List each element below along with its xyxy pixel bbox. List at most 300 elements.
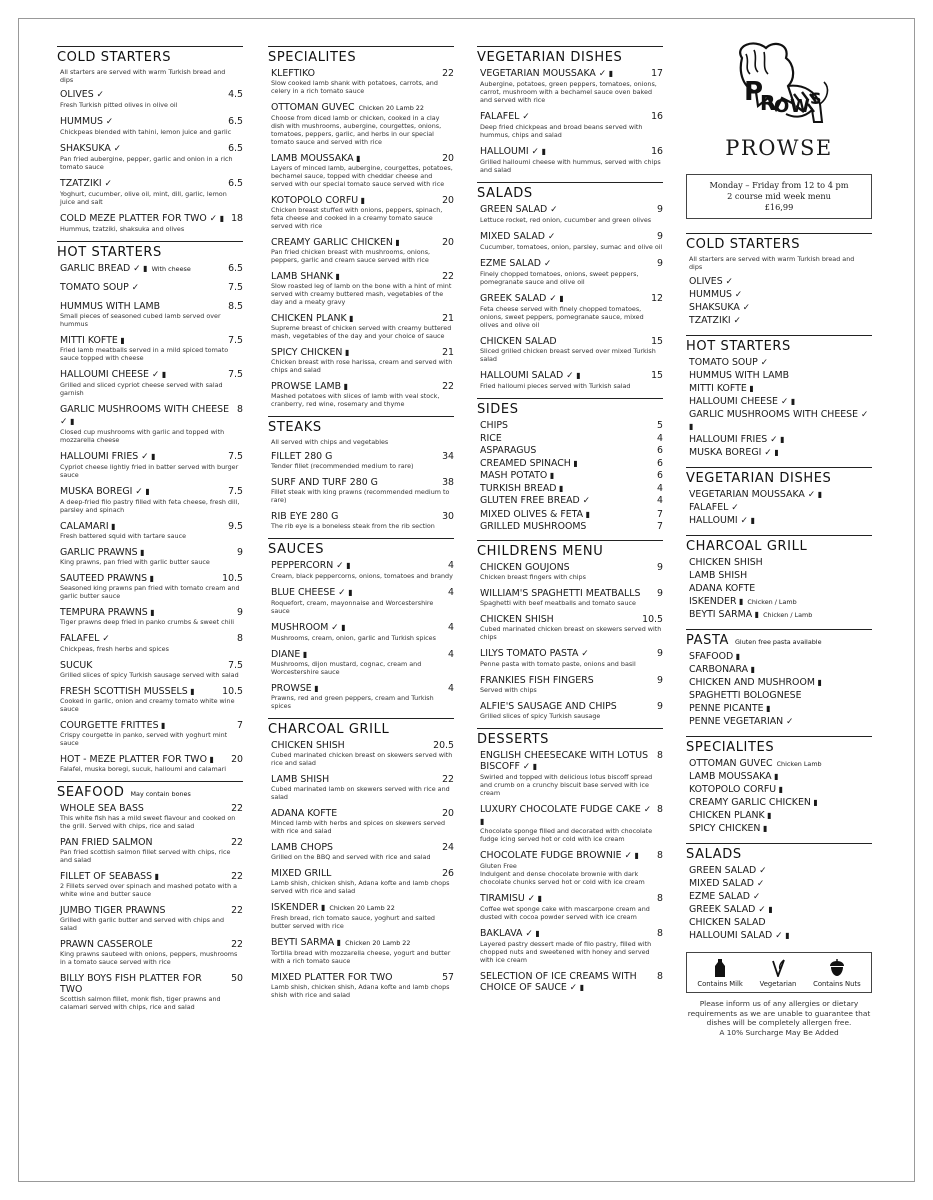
- item-price: 22: [231, 803, 243, 814]
- menu-item: [60, 404, 243, 444]
- menu-item: [689, 357, 872, 369]
- item-name-wrap: [271, 774, 442, 785]
- milk-icon: ▮: [748, 665, 756, 674]
- item-name-wrap: [271, 587, 448, 599]
- menu-item: [60, 754, 243, 773]
- menu-item: [60, 451, 243, 479]
- dietary-icons: [103, 116, 113, 127]
- vegetarian-icon: ✓: [110, 144, 122, 154]
- menu-item: [480, 458, 663, 469]
- section-title: [268, 538, 454, 557]
- milk-icon: ▮: [158, 721, 166, 730]
- menu-item: [689, 370, 872, 382]
- item-name: HALLOUMI: [480, 146, 529, 157]
- section-title: [477, 182, 663, 201]
- menu-item: [689, 583, 872, 595]
- menu-item: [271, 237, 454, 264]
- menu-item: [60, 547, 243, 566]
- item-price: 4: [448, 560, 454, 571]
- dietary-icons: [333, 560, 350, 571]
- acorn-icon: [829, 959, 845, 977]
- item-name: CREAMY GARLIC CHICKEN ▮: [689, 797, 818, 808]
- menu-item: [271, 937, 454, 965]
- item-extra: Chicken / Lamb: [763, 611, 813, 619]
- menu-item: [271, 477, 454, 504]
- item-name: MITTI KOFTE: [60, 335, 118, 346]
- dietary-icons: [596, 68, 613, 79]
- item-row: [60, 871, 243, 882]
- vegetarian-icon: ✓: [739, 303, 751, 313]
- item-description: Aubergine, potatoes, green peppers, tomatoes, onions, carrot, mushroom with a bechamel sauce oven baked and served with rice: [480, 80, 657, 104]
- item-description: Prawns, red and green peppers, cream and Turkish spices: [271, 694, 434, 710]
- dietary-icons: [132, 486, 149, 497]
- item-row: [271, 477, 454, 488]
- section-title: [686, 535, 872, 554]
- item-name: PRAWN CASSEROLE: [60, 939, 153, 950]
- item-name: KOTOPOLO CORFU ▮: [689, 784, 784, 795]
- item-name: EZME SALAD: [480, 258, 541, 269]
- item-name: JUMBO TIGER PRAWNS: [60, 905, 166, 916]
- item-row: [271, 560, 454, 572]
- menu-item: [271, 902, 454, 930]
- item-row: [60, 369, 243, 381]
- dietary-icons: [740, 302, 750, 313]
- item-name: HALLOUMI FRIES: [60, 451, 139, 462]
- section-title-text: SALADS: [477, 186, 533, 201]
- item-name-wrap: [480, 893, 657, 905]
- item-row: [480, 804, 663, 827]
- vegetarian-icon: ✓: [621, 851, 632, 861]
- section-title: [477, 398, 663, 417]
- milk-icon: ▮: [140, 264, 148, 273]
- menu-item: [689, 651, 872, 663]
- dietary-icons: [778, 396, 795, 407]
- menu-item: [480, 675, 663, 694]
- dietary-icons: [118, 335, 125, 346]
- menu-item: [689, 489, 872, 501]
- item-price: 34: [442, 451, 454, 462]
- item-name-wrap: [480, 146, 651, 158]
- milk-icon: ▮: [341, 382, 348, 391]
- item-name: SHAKSUKA: [60, 143, 111, 154]
- menu-section: [686, 335, 872, 459]
- section-title: [477, 540, 663, 559]
- menu-item: [480, 336, 663, 363]
- dietary-icons: [207, 754, 214, 765]
- item-price: 20: [442, 237, 454, 248]
- item-row: [480, 648, 663, 660]
- item-name: HOT - MEZE PLATTER FOR TWO: [60, 754, 207, 765]
- item-price: 7.5: [228, 335, 243, 346]
- item-row: [480, 562, 663, 573]
- milk-icon: ▮: [338, 623, 346, 632]
- item-row: [60, 905, 243, 916]
- vegetarian-icon: ✓: [804, 490, 816, 500]
- item-name: HUMMUS ✓: [689, 289, 743, 300]
- item-description: Fillet steak with king prawns (recommended medium to rare): [271, 488, 450, 504]
- menu-section: [686, 736, 872, 835]
- item-name-wrap: [60, 905, 231, 916]
- item-description: Tortilla bread with mozzarella cheese, yogurt and butter with a rich tomato sauce: [271, 949, 451, 965]
- item-description: Pan fried chicken breast with mushrooms, onions, peppers, garlic and cream sauce served with rice: [271, 248, 431, 264]
- dietary-icons: [760, 823, 767, 834]
- menu-item: [689, 409, 872, 433]
- milk-icon: ▮: [782, 931, 790, 940]
- item-price: 4: [657, 432, 663, 444]
- item-name-wrap: [60, 335, 228, 346]
- item-name-wrap: [271, 237, 442, 248]
- menu-item: [60, 335, 243, 362]
- item-row: [480, 370, 663, 382]
- allergy-notice: [686, 999, 872, 1037]
- section-title: [686, 467, 872, 486]
- dietary-icons: [188, 686, 195, 697]
- vegetarian-icon: ✓: [206, 214, 218, 224]
- item-name: FRANKIES FISH FINGERS: [480, 675, 594, 686]
- menu-item: [480, 293, 663, 329]
- menu-item: [271, 868, 454, 895]
- milk-icon: ▮: [343, 561, 351, 570]
- item-description: Fresh bread, rich tomato sauce, yoghurt and salted butter served with rice: [271, 914, 435, 930]
- vegetarian-icon: ✓: [566, 983, 578, 993]
- item-description: Supreme breast of chicken served with creamy buttered mash, vegetables of the day and your choice of sauce: [271, 324, 452, 340]
- item-description: Feta cheese served with finely chopped tomatoes, onions, sweet peppers, pomegranate sauce, mixed olives and olive oil: [480, 305, 644, 329]
- item-row: [271, 271, 454, 282]
- menu-item: [480, 258, 663, 286]
- item-row: [60, 178, 243, 190]
- item-name: GARLIC PRAWNS: [60, 547, 138, 558]
- vegetarian-icon: ✓: [546, 294, 557, 304]
- item-price: 22: [442, 774, 454, 785]
- offer-price: £16,99: [764, 202, 794, 212]
- milk-icon: ▮: [570, 458, 578, 468]
- item-row: [271, 774, 454, 785]
- menu-item: [689, 823, 872, 835]
- vegetarian-icon: ✓: [524, 894, 536, 904]
- menu-item: [689, 810, 872, 822]
- item-name: ADANA KOFTE: [689, 583, 756, 594]
- item-row: [271, 153, 454, 164]
- item-name-wrap: [271, 902, 454, 914]
- menu-section: [686, 233, 872, 327]
- item-row: [60, 282, 243, 294]
- dietary-icons: [130, 263, 147, 274]
- menu-section: [477, 398, 663, 532]
- item-name: PENNE PICANTE ▮: [689, 703, 771, 714]
- vegetarian-icon: ✓: [756, 866, 767, 876]
- vegetarian-icon: ✓: [772, 931, 783, 941]
- legend-nuts-label: Contains Nuts: [813, 980, 861, 988]
- item-description: Finely chopped tomatoes, onions, sweet peppers, pomegranate sauce and olive oil: [480, 270, 639, 286]
- item-name: ADANA KOFTE: [271, 808, 338, 819]
- menu-item: [60, 301, 243, 328]
- milk-icon: ▮: [206, 755, 214, 764]
- menu-item: [689, 758, 872, 770]
- milk-icon: ▮: [332, 272, 340, 281]
- menu-item: [480, 509, 663, 520]
- item-name: SHAKSUKA ✓: [689, 302, 751, 313]
- item-price: 4: [448, 622, 454, 633]
- item-name-wrap: [480, 68, 651, 80]
- legend-nuts: [813, 959, 861, 988]
- item-row: [60, 686, 243, 697]
- item-description: This white fish has a mild sweet flavour and cooked on the grill. Served with chips, rice and salad: [60, 814, 236, 830]
- menu-item: [689, 784, 872, 796]
- menu-item: [480, 850, 663, 886]
- menu-item: [689, 609, 872, 621]
- menu-item: [271, 102, 454, 146]
- menu-item: [689, 302, 872, 314]
- item-name: PENNE VEGETARIAN ✓: [689, 716, 794, 727]
- menu-item: [60, 89, 243, 109]
- item-description: Pan fried aubergine, pepper, garlic and onion in a rich tomato sauce: [60, 155, 233, 171]
- item-row: [60, 521, 243, 532]
- item-price: 4: [657, 482, 663, 494]
- milk-icon: ▮: [217, 214, 225, 223]
- item-name-wrap: [480, 804, 657, 827]
- item-name-wrap: [480, 258, 657, 270]
- item-name: CALAMARI: [60, 521, 109, 532]
- dietary-icons: [563, 370, 580, 381]
- dietary-icons: [520, 761, 537, 772]
- item-name: WHOLE SEA BASS: [60, 803, 144, 814]
- milk-icon: ▮: [108, 522, 116, 531]
- dietary-icons: [567, 982, 584, 993]
- item-description: Grilled on the BBQ and served with rice and salad: [271, 853, 431, 861]
- item-description: Grilled slices of spicy Turkish sausage served with salad: [60, 671, 239, 679]
- item-name-wrap: [480, 204, 657, 216]
- dietary-icons: [732, 289, 742, 300]
- milk-icon: ▮: [311, 684, 319, 693]
- menu-section: [477, 728, 663, 994]
- item-description: Mashed potatoes with slices of lamb with veal stock, cranberry, red wine, rosemary and thyme: [271, 392, 440, 408]
- item-name: HALLOUMI CHEESE ✓ ▮: [689, 396, 796, 407]
- item-price: 22: [231, 871, 243, 882]
- menu-item: [689, 703, 872, 715]
- menu-item: [271, 774, 454, 801]
- item-price: 8: [237, 404, 243, 415]
- item-name: LAMB MOUSSAKA ▮: [689, 771, 779, 782]
- item-name: GARLIC MUSHROOMS WITH CHEESE ✓ ▮: [689, 409, 869, 431]
- menu-item: [480, 370, 663, 390]
- item-name-wrap: [480, 971, 657, 994]
- milk-icon: ▮: [137, 548, 145, 557]
- item-name-wrap: [60, 369, 228, 381]
- dietary-icons: [102, 178, 112, 189]
- item-row: [271, 622, 454, 634]
- item-name: MIXED OLIVES & FETA ▮: [480, 508, 591, 520]
- menu-item: [60, 973, 243, 1011]
- milk-icon: ▮: [530, 762, 538, 771]
- menu-item: [480, 588, 663, 607]
- menu-item: [60, 143, 243, 171]
- item-description: Minced lamb with herbs and spices on skewers served with rice and salad: [271, 819, 446, 835]
- vegetarian-icon: ✓: [767, 435, 778, 445]
- item-price: 7: [237, 720, 243, 731]
- item-description: Grilled with garlic butter and served with chips and salad: [60, 916, 225, 932]
- item-name-wrap: [271, 347, 442, 358]
- dietary-icons: [758, 357, 768, 368]
- menu-item: [480, 470, 663, 481]
- item-row: [271, 587, 454, 599]
- dietary-icons: [519, 111, 529, 122]
- dietary-icons: [756, 865, 766, 876]
- item-description: Layered pastry dessert made of filo pastry, filled with chopped nuts and sweetened with honey and served with ice cream: [480, 940, 652, 964]
- dietary-icons: [109, 521, 116, 532]
- item-price: 12: [651, 293, 663, 304]
- item-name: MUSKA BOREGI ✓ ▮: [689, 447, 779, 458]
- menu-section: [477, 46, 663, 174]
- vegetarian-icon: ✓: [335, 588, 346, 598]
- item-name: HALLOUMI SALAD: [480, 370, 564, 381]
- milk-icon: ▮: [539, 147, 547, 156]
- item-row: [271, 381, 454, 392]
- item-row: [271, 511, 454, 522]
- item-name: PAN FRIED SALMON: [60, 837, 153, 848]
- item-description: 2 Fillets served over spinach and mashed potato with a white wine and butter sauce: [60, 882, 238, 898]
- item-row: [480, 68, 663, 80]
- item-name: CHICKEN PLANK: [271, 313, 347, 324]
- menu-item: [480, 445, 663, 456]
- vegetarian-icon: ✓: [547, 205, 558, 215]
- item-price: 22: [231, 905, 243, 916]
- item-price: 4: [448, 683, 454, 694]
- column-4: [686, 46, 872, 1037]
- menu-item: [480, 614, 663, 641]
- menu-item: [689, 570, 872, 582]
- dietary-icons: [750, 891, 760, 902]
- item-price: 21: [442, 313, 454, 324]
- item-description: Hummus, tzatziki, shaksuka and olives: [60, 225, 185, 233]
- dietary-icons: [772, 771, 779, 782]
- item-description: King prawns sauteed with onions, peppers, mushrooms in a tomato sauce served with rice: [60, 950, 238, 966]
- item-row: [271, 683, 454, 694]
- item-name-wrap: [60, 660, 228, 671]
- item-row: [271, 195, 454, 206]
- item-name: FILLET 280 G: [271, 451, 333, 462]
- item-price: 4: [448, 587, 454, 598]
- item-price: 22: [231, 837, 243, 848]
- item-name: GREEN SALAD: [480, 204, 548, 215]
- item-row: [60, 973, 243, 995]
- vegetarian-icon: ✓: [737, 516, 749, 526]
- milk-icon: ▮: [814, 678, 822, 687]
- item-price: 22: [442, 271, 454, 282]
- item-price: 8: [657, 850, 663, 861]
- section-title: [686, 736, 872, 755]
- item-name: MIXED PLATTER FOR TWO: [271, 972, 393, 983]
- milk-icon: ▮: [771, 772, 779, 781]
- item-price: 10.5: [222, 573, 243, 584]
- item-name: GREEK SALAD ✓ ▮: [689, 904, 773, 915]
- item-name: BILLY BOYS FISH PLATTER FOR TWO: [60, 973, 202, 995]
- item-row: [480, 258, 663, 270]
- section-title: [477, 728, 663, 747]
- menu-item: [689, 716, 872, 728]
- menu-section: [686, 629, 872, 728]
- column-1: [57, 46, 243, 1019]
- menu-item: [60, 633, 243, 653]
- milk-icon: ▮: [606, 69, 614, 78]
- milk-icon: ▮: [152, 872, 159, 881]
- section-title: [686, 843, 872, 862]
- menu-section: [268, 538, 454, 710]
- item-row: [60, 143, 243, 155]
- menu-item: [689, 596, 872, 608]
- item-row: [271, 972, 454, 983]
- item-price: 6: [657, 445, 663, 456]
- milk-icon: ▮: [358, 196, 366, 205]
- menu-section: [477, 182, 663, 390]
- item-name-wrap: [271, 972, 442, 983]
- section-title: [268, 46, 454, 65]
- dietary-icons: [747, 383, 754, 394]
- item-name: DIANE: [271, 649, 301, 660]
- item-row: [271, 740, 454, 751]
- item-name-wrap: [60, 263, 228, 275]
- item-name: LAMB SHISH: [271, 774, 330, 785]
- item-name: SPAGHETTI BOLOGNESE: [689, 690, 802, 701]
- dietary-icons: [545, 231, 555, 242]
- milk-icon: ▮: [342, 348, 350, 357]
- menu-item: [689, 891, 872, 903]
- dietary-icons: [728, 502, 738, 513]
- item-name: LAMB MOUSSAKA: [271, 153, 354, 164]
- item-name: PEPPERCORN: [271, 560, 334, 571]
- menu-item: [60, 837, 243, 864]
- item-name: ASPARAGUS: [480, 445, 537, 456]
- item-name: GRILLED MUSHROOMS: [480, 521, 587, 532]
- milk-icon: ▮: [760, 824, 768, 833]
- milk-icon: ▮: [810, 798, 818, 807]
- item-name-wrap: [271, 740, 433, 751]
- milk-icon: ▮: [556, 483, 564, 493]
- menu-item: [480, 420, 663, 431]
- item-price: 8: [657, 928, 663, 939]
- item-name: GARLIC BREAD: [60, 263, 131, 274]
- vegetarian-icon: ✓: [93, 90, 105, 100]
- vegetarian-icon: ✓: [755, 905, 766, 915]
- menu-item: [689, 396, 872, 408]
- svg-text:W: W: [790, 96, 810, 117]
- menu-item: [60, 263, 243, 275]
- menu-item: [689, 434, 872, 446]
- item-extra: Chicken 20 Lamb 22: [329, 904, 395, 912]
- menu-item: [480, 483, 663, 494]
- item-price: 16: [651, 111, 663, 122]
- item-name: CHOCOLATE FUDGE BROWNIE: [480, 850, 622, 861]
- item-description: Penne pasta with tomato paste, onions and basil: [480, 660, 636, 668]
- item-description: Tiger prawns deep fried in panko crumbs & sweet chili: [60, 618, 235, 626]
- item-description: Cream, black peppercorns, onions, tomatoes and brandy: [271, 572, 453, 580]
- item-price: 6: [657, 470, 663, 481]
- item-name-wrap: [60, 116, 228, 128]
- item-description: Choose from diced lamb or chicken, cooked in a clay dish with mushrooms, aubergine, courgettes, onions, tomatoes, peppers, garlic, and herbs in our special tomato sauce and served with rice: [271, 114, 442, 146]
- item-description: Tender fillet (recommended medium to rare): [271, 462, 414, 470]
- section-subtitle: May contain bones: [130, 790, 191, 798]
- item-row: [480, 336, 663, 347]
- milk-icon: ▮: [771, 448, 779, 457]
- menu-item: [60, 116, 243, 136]
- milk-icon: ▮: [300, 650, 308, 659]
- vegetarian-icon: ✓: [99, 634, 110, 644]
- menu-item: [60, 660, 243, 679]
- dietary-icons: [571, 458, 578, 469]
- item-row: [60, 633, 243, 645]
- dietary-icons: [342, 347, 349, 358]
- menu-section: [268, 416, 454, 530]
- item-name-wrap: [480, 231, 657, 243]
